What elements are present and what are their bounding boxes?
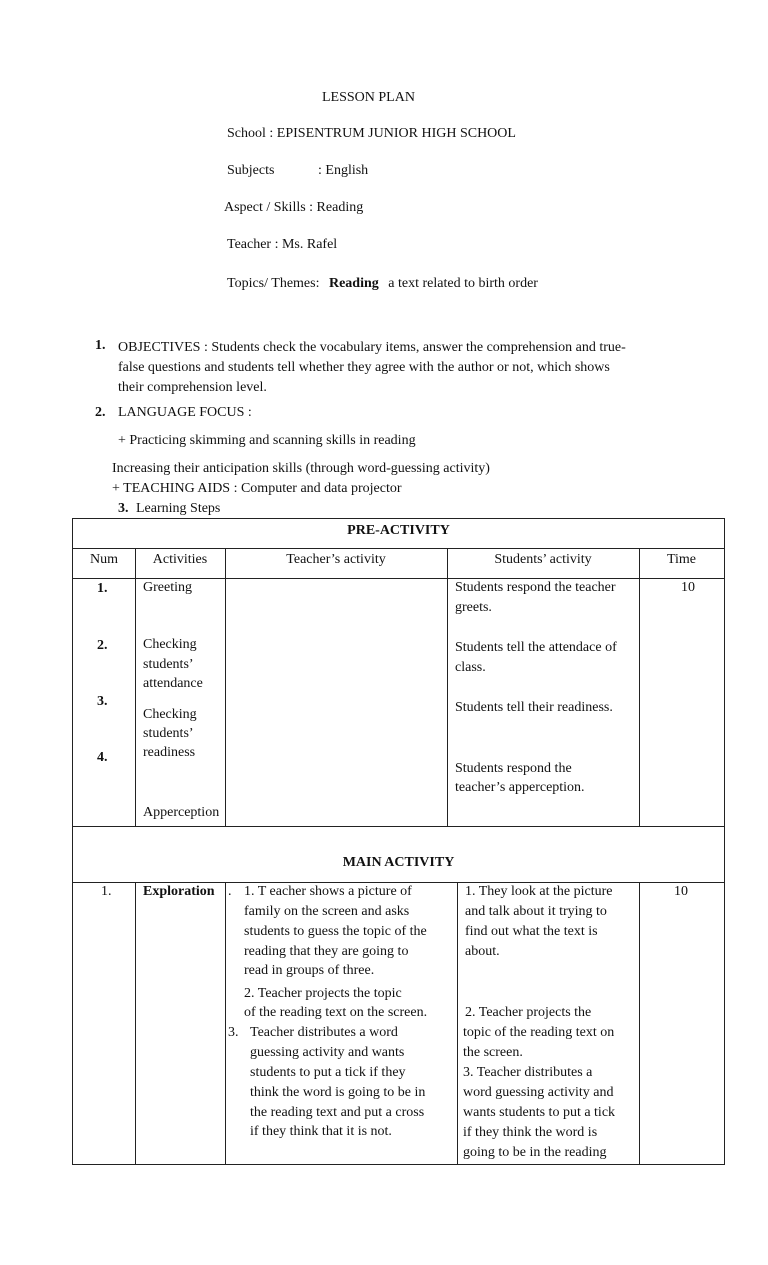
row-number: 4. [97,750,108,765]
teacher-activity-text: students to put a tick if they [250,1065,406,1080]
column-header-activities: Activities [152,552,208,567]
activity-label: students’ [143,657,194,672]
student-activity-text: Students respond the [455,761,572,776]
activity-label: Greeting [143,580,192,595]
teacher-line: Teacher : Ms. Rafel [227,237,338,252]
objectives-line: OBJECTIVES : Students check the vocabulary items, answer the comprehension and true- [118,340,626,355]
student-activity-text: greets. [455,600,492,615]
activity-label: students’ [143,726,194,741]
student-activity-text: Students respond the teacher [455,580,616,595]
col-divider [447,548,448,826]
learning-steps-number: 3. [118,501,129,516]
teacher-activity-text: of the reading text on the screen. [244,1005,428,1020]
activity-label: Checking [143,637,197,652]
col-divider [135,882,136,1164]
language-focus-number: 2. [95,405,106,420]
activity-label: readiness [143,745,196,760]
col-divider [639,548,640,826]
objectives-line: their comprehension level. [118,380,267,395]
teaching-aids-line: + TEACHING AIDS : Computer and data projector [112,481,402,496]
aspect-line: Aspect / Skills : Reading [224,200,364,215]
activity-label: Exploration [143,884,215,899]
learning-steps-label: Learning Steps [136,501,221,516]
col-divider [225,882,226,1164]
row-divider [73,548,724,549]
teacher-activity-text: students to guess the topic of the [244,924,427,939]
row-number: 3. [97,694,108,709]
main-activity-title: MAIN ACTIVITY [342,855,455,870]
teacher-activity-text: if they think that it is not. [250,1124,392,1139]
time-value: 10 [674,884,688,899]
school-line: School : EPISENTRUM JUNIOR HIGH SCHOOL [227,126,516,141]
objectives-line: false questions and students tell whether they agree with the author or not, which shows [118,360,610,375]
activity-label: Apperception [143,805,220,820]
row-divider [73,826,724,827]
pre-activity-title: PRE-ACTIVITY [347,523,450,538]
time-value: 10 [681,580,695,595]
teacher-activity-text: the reading text and put a cross [250,1105,425,1120]
student-activity-text: 1. They look at the picture [465,884,613,899]
student-activity-text: teacher’s apperception. [455,780,585,795]
student-activity-text: if they think the word is [463,1125,598,1140]
col-divider [135,548,136,826]
language-focus-label: LANGUAGE FOCUS : [118,405,252,420]
teacher-activity-text: read in groups of three. [244,963,375,978]
student-activity-text: 2. Teacher projects the [465,1005,592,1020]
student-activity-text: word guessing activity and [463,1085,614,1100]
subjects-value: : English [318,163,369,178]
student-activity-text: Students tell their readiness. [455,700,613,715]
row-number: 1. [101,884,112,899]
row-number: 1. [97,581,108,596]
subjects-label: Subjects [227,163,275,178]
student-activity-text: find out what the text is [465,924,598,939]
row-number: 2. [97,638,108,653]
teacher-activity-text: guessing activity and wants [250,1045,405,1060]
student-activity-text: Students tell the attendace of [455,640,617,655]
col-divider [225,548,226,826]
activity-label: Checking [143,707,197,722]
student-activity-text: wants students to put a tick [463,1105,616,1120]
topics-prefix: Topics/ Themes: [227,276,320,291]
student-activity-text: class. [455,660,486,675]
topics-suffix: a text related to birth order [388,276,538,291]
student-activity-text: and talk about it trying to [465,904,607,919]
doc-title: LESSON PLAN [322,90,415,105]
column-header-teacher-activity: Teacher’s activity [286,552,386,567]
teacher-activity-text: reading that they are going to [244,944,409,959]
col-divider [457,882,458,1164]
topics-bold: Reading [328,276,379,291]
language-focus-item: + Practicing skimming and scanning skills in reading [118,433,416,448]
column-header-students-activity: Students’ activity [494,552,592,567]
teacher-activity-text: . [228,884,232,899]
learning-steps-table [72,518,725,1165]
student-activity-text: going to be in the reading [463,1145,607,1160]
student-activity-text: about. [465,944,500,959]
teacher-activity-text: 2. Teacher projects the topic [244,986,402,1001]
teacher-activity-text: family on the screen and asks [244,904,410,919]
student-activity-text: 3. Teacher distributes a [463,1065,593,1080]
column-header-num: Num [90,552,118,567]
teacher-activity-text: 1. T eacher shows a picture of [244,884,412,899]
teacher-activity-text: think the word is going to be in [250,1085,426,1100]
topics-line [227,276,538,292]
language-focus-item: Increasing their anticipation skills (through word-guessing activity) [112,461,490,476]
activity-label: attendance [143,676,203,691]
teacher-activity-text: Teacher distributes a word [250,1025,398,1040]
objectives-number: 1. [95,338,106,353]
teacher-activity-text: 3. [228,1025,239,1040]
student-activity-text: the screen. [463,1045,523,1060]
col-divider [639,882,640,1164]
column-header-time: Time [666,552,697,567]
student-activity-text: topic of the reading text on [463,1025,615,1040]
